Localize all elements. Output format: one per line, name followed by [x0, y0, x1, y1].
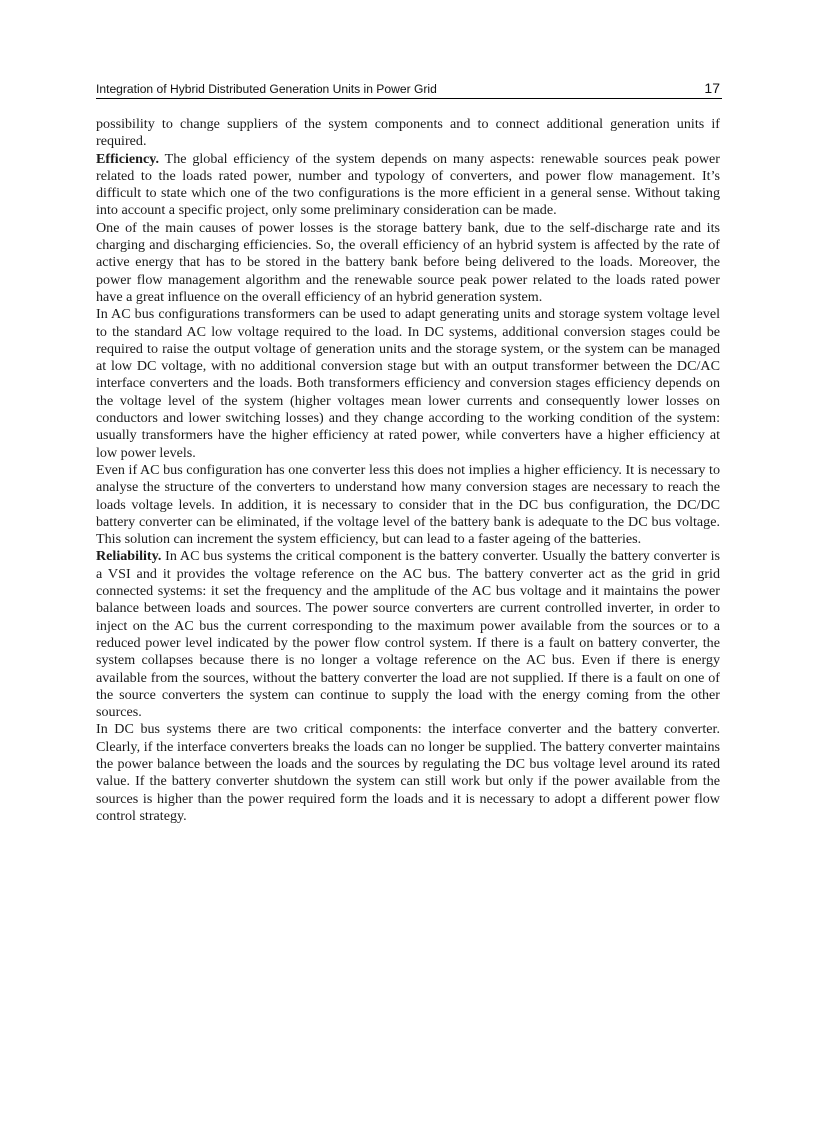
paragraph-ac-bus-transformers — [96, 306, 720, 462]
paragraph-efficiency — [96, 151, 720, 220]
paragraph-text: Even if AC bus configuration has one converter less this does not implies a higher efficiency. It is necessary to analyse the structure of the converters to understand how many conversion stages are necessary to reach the loads voltage levels. In addition, it is necessary to consider that in the DC bus configuration, the DC/DC battery converter can be eliminated, if the voltage level of the battery bank is adequate to the DC bus voltage. This solution can increment the system efficiency, but can lead to a faster ageing of the batteries. — [96, 461, 720, 548]
paragraph-converter-structure — [96, 462, 720, 548]
paragraph-text: In DC bus systems there are two critical components: the interface converter and the battery converter. Clearly, if the interface converters breaks the loads can no longer be supplied. The battery converter maintains the power balance between the loads and the sources by regulating the DC bus voltage level around its rated value. If the battery converter shutdown the system can still work but only if the power available from the sources is higher than the power required form the loads and it is necessary to adopt a different power flow control strategy. — [96, 721, 720, 824]
paragraph-dc-bus-systems — [96, 721, 720, 825]
paragraph-power-losses — [96, 220, 720, 306]
header-title: Integration of Hybrid Distributed Generation Units in Power Grid — [96, 82, 437, 96]
paragraph-text: One of the main causes of power losses is the storage battery bank, due to the self-discharge rate and its charging and discharging efficiencies. So, the overall efficiency of an hybrid system is affected by the rate of active energy that has to be stored in the battery bank before being delivered to the loads. Moreover, the power flow management algorithm and the renewable source peak power related to the loads rated power have a great influence on the overall efficiency of an hybrid generation system. — [96, 219, 720, 305]
paragraph-reliability — [96, 548, 720, 721]
reliability-heading: Reliability. — [96, 548, 162, 565]
paragraph-text: In AC bus configurations transformers can be used to adapt generating units and storage system voltage level to the standard AC low voltage required to the load. In DC systems, additional conversion stages could be required to raise the output voltage of generation units and the storage system, or the system can be managed at low DC voltage, with no additional conversion stage but with an output transformer between the DC/AC interface converters and the loads. Both transformers efficiency and conversion stages efficiency depends on the voltage level of the system (higher voltages mean lower currents and consequently lower losses on conductors and lower switching losses) and they change according to the working condition of the system: usually transformers have the higher efficiency at rated power, while converters have a higher efficiency at low power levels. — [96, 306, 720, 461]
paragraph-text: In AC bus systems the critical component is the battery converter. Usually the battery converter is a VSI and it provides the voltage reference on the AC bus. The battery converter act as the grid in grid connected systems: it set the frequency and the amplitude of the AC bus voltage and it maintains the power balance between loads and sources. The power source converters are current controlled inverter, in order to inject on the AC bus the current corresponding to the maximum power available from the sources or to a reduced power level indicated by the power flow control system. If there is a fault on battery converter, the system collapses because there is no longer a voltage reference on the AC bus. Even if there is energy available from the sources, without the battery converter the load are not supplied. If there is a fault on one of the source converters the system can continue to supply the load with the energy coming from the other sources. — [96, 548, 720, 721]
efficiency-heading: Efficiency. — [96, 150, 160, 167]
paragraph-text: The global efficiency of the system depends on many aspects: renewable sources peak power related to the loads rated power, number and typology of converters, and power flow management. It’s difficult to state which one of the two configurations is the more efficient in a general sense. Without taking into account a specific project, only some preliminary consideration can be made. — [96, 150, 720, 219]
paragraph-text: possibility to change suppliers of the system components and to connect additional generation units if required. — [96, 116, 720, 150]
body-text — [96, 116, 720, 825]
running-header — [96, 80, 722, 99]
page-number: 17 — [704, 80, 720, 96]
paragraph-continuation — [96, 116, 720, 151]
